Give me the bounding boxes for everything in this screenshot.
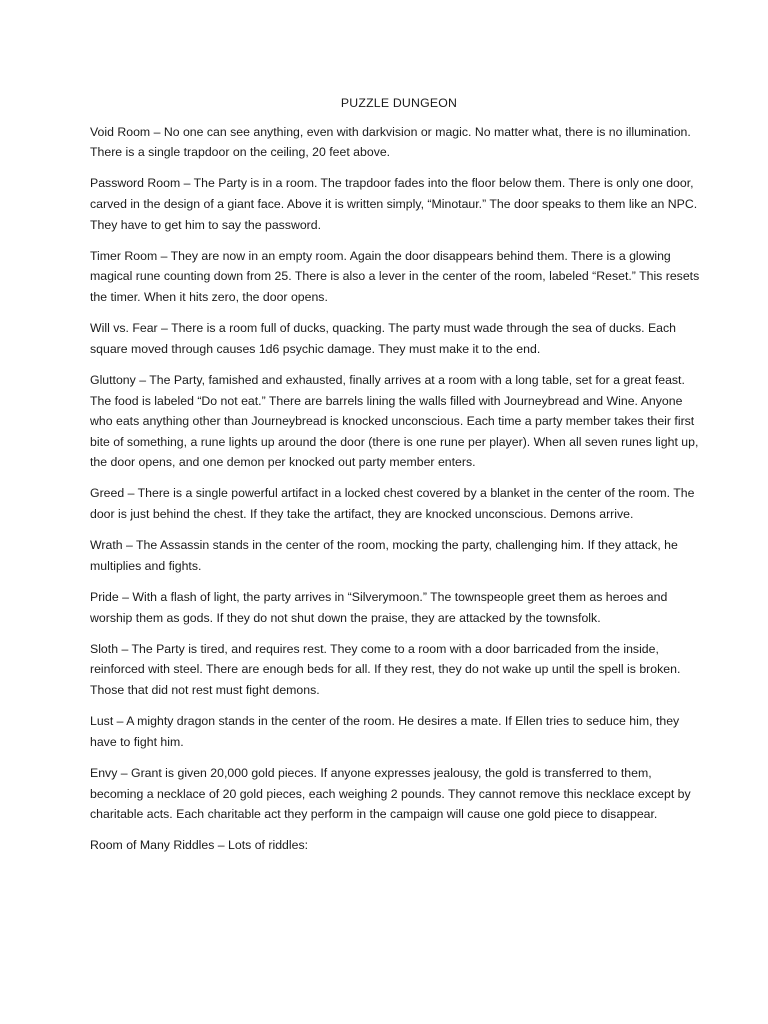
paragraph-password-room: Password Room – The Party is in a room. The trapdoor fades into the floor below them. There is only one door, carved in the design of a giant face. Above it is written simply, “Minotaur.” The door speaks to them like an NPC. They have to get him to say the password. xyxy=(90,176,698,232)
paragraph-greed: Greed – There is a single powerful artifact in a locked chest covered by a blanket in the center of the room. The door is just behind the chest. If they take the artifact, they are knocked unconscious. Demons arrive. xyxy=(90,486,695,522)
paragraph-gluttony: Gluttony – The Party, famished and exhausted, finally arrives at a room with a long table, set for a great feast. The food is labeled “Do not eat.” There are barrels lining the walls filled with Journeybread and Wine. Anyone who eats anything other than Journeybread is knocked unconscious. Each time a party member takes their first bite of something, a rune lights up around the door (there is one rune per player). When all seven runes light up, the door opens, and one demon per knocked out party member enters. xyxy=(90,372,699,470)
paragraph-will-vs-fear: Will vs. Fear – There is a room full of ducks, quacking. The party must wade through the sea of ducks. Each square moved through causes 1d6 psychic damage. They must make it to the end. xyxy=(90,321,676,356)
paragraph-timer-room: Timer Room – They are now in an empty room. Again the door disappears behind them. There is a glowing magical rune counting down from 25. There is also a lever in the center of the room, labeled “Reset.” This resets the timer. When it hits zero, the door opens. xyxy=(90,248,700,304)
paragraph-envy: Envy – Grant is given 20,000 gold pieces. If anyone expresses jealousy, the gold is transferred to them, becoming a necklace of 20 gold pieces, each weighing 2 pounds. They cannot remove this necklace except by charitable acts. Each charitable act they perform in the campaign will cause one gold piece to disappear. xyxy=(90,765,691,822)
paragraph-pride: Pride – With a flash of light, the party arrives in “Silverymoon.” The townspeople greet them as heroes and worship them as gods. If they do not shut down the praise, they are attacked by the townsfolk. xyxy=(90,590,668,625)
paragraph-wrath: Wrath – The Assassin stands in the center of the room, mocking the party, challenging him. If they attack, he multiplies and fights. xyxy=(90,538,678,573)
paragraph-room-of-many-riddles: Room of Many Riddles – Lots of riddles: xyxy=(90,838,309,853)
paragraph-lust: Lust – A mighty dragon stands in the center of the room. He desires a mate. If Ellen tries to seduce him, they have to fight him. xyxy=(90,714,680,749)
paragraph-sloth: Sloth – The Party is tired, and requires rest. They come to a room with a door barricaded from the inside, reinforced with steel. There are enough beds for all. If they rest, they do not wake up until the spell is broken. Those that did not rest must fight demons. xyxy=(90,641,681,697)
paragraph-void-room: Void Room – No one can see anything, even with darkvision or magic. No matter what, there is no illumination. There is a single trapdoor on the ceiling, 20 feet above. xyxy=(90,124,691,160)
document-title: PUZZLE DUNGEON xyxy=(340,96,458,110)
